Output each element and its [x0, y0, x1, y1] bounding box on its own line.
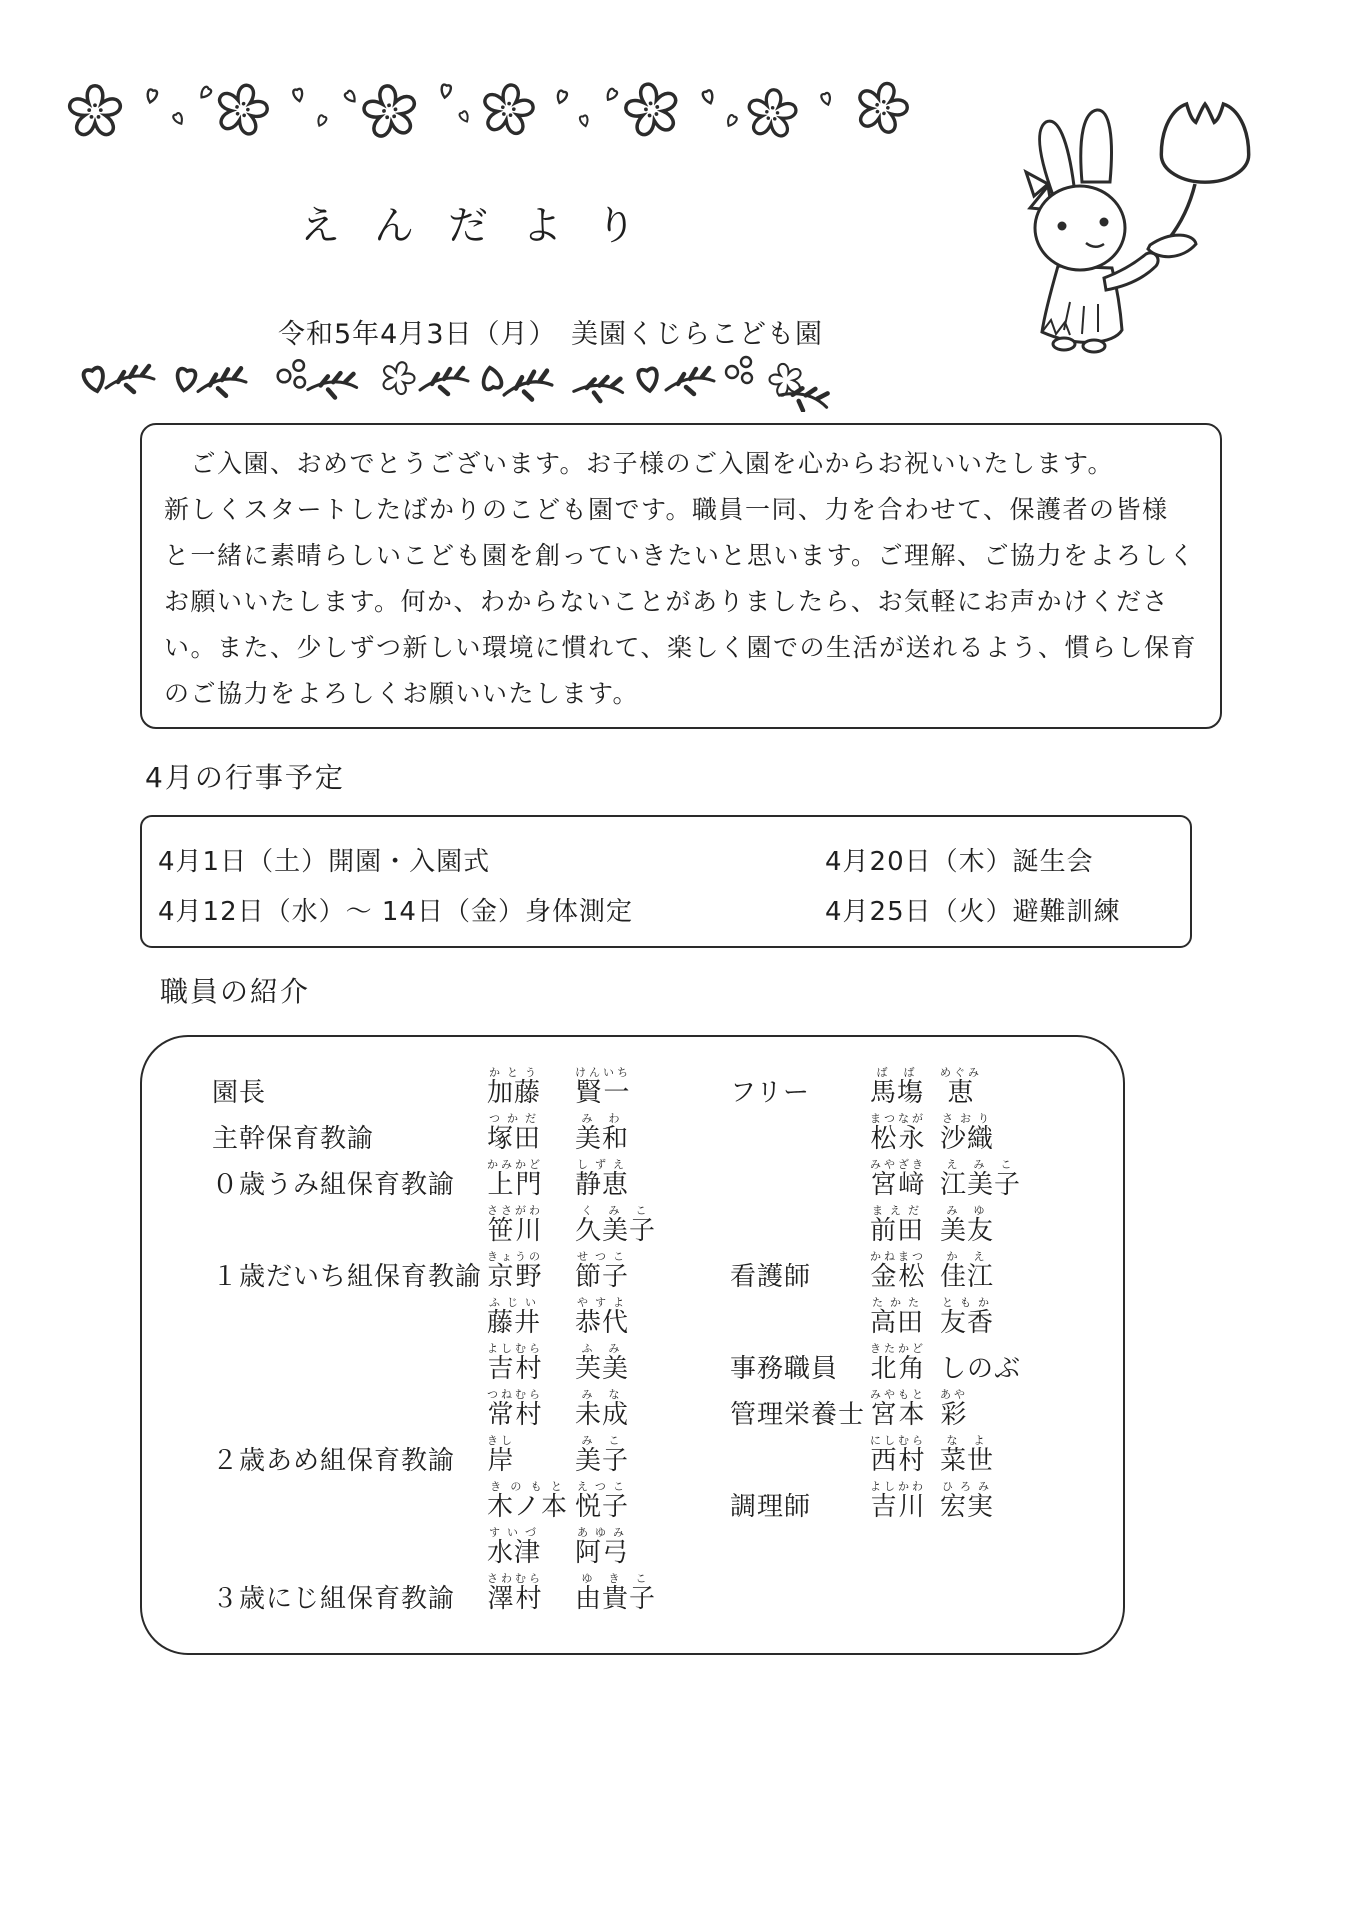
staff-row	[212, 1199, 1123, 1245]
staff-section-heading: 職員の紹介	[160, 975, 311, 1008]
staff-box	[140, 1035, 1125, 1655]
staff-name: しのぶ	[940, 1353, 1022, 1384]
staff-name: 由貴子ゆきこ	[575, 1571, 657, 1614]
staff-role: 事務職員	[730, 1353, 839, 1384]
page-title: えんだより	[300, 203, 670, 249]
staff-row	[212, 1291, 1123, 1337]
staff-name: 宮﨑みやざき	[870, 1157, 926, 1200]
staff-name: 芙美ふみ	[575, 1341, 630, 1384]
staff-row	[212, 1567, 1123, 1613]
staff-name: 西村にしむら	[870, 1433, 926, 1476]
staff-name: 松永まつなが	[870, 1111, 926, 1154]
staff-role: 調理師	[730, 1491, 812, 1522]
staff-name: 笹川ささがわ	[487, 1203, 543, 1246]
staff-table	[212, 1061, 1123, 1613]
staff-role: 主幹保育教諭	[212, 1123, 375, 1154]
staff-name: 悦子えつこ	[575, 1479, 630, 1522]
staff-name: 沙織さおり	[940, 1111, 995, 1154]
greeting-line: い。また、少しずつ新しい環境に慣れて、楽しく園での生活が送れるよう、慣らし保育	[164, 633, 1198, 662]
staff-row	[212, 1337, 1123, 1383]
staff-role: １歳だいち組保育教諭	[212, 1261, 483, 1292]
staff-name: 馬塲ばば	[870, 1065, 925, 1108]
staff-role: ３歳にじ組保育教諭	[212, 1583, 456, 1614]
staff-role: 管理栄養士	[730, 1399, 866, 1430]
staff-name: 佳江かえ	[940, 1249, 995, 1292]
staff-name: 前田まえだ	[870, 1203, 925, 1246]
greeting-line: ご入園、おめでとうございます。お子様のご入園を心からお祝いいたします。	[164, 449, 1115, 478]
staff-name: 澤村さわむら	[487, 1571, 543, 1614]
event-item: 4月20日（木）誕生会	[825, 847, 1094, 877]
staff-name: 上門かみかど	[487, 1157, 543, 1200]
staff-name: 久美子くみこ	[575, 1203, 657, 1246]
greeting-line: お願いいたします。何か、わからないことがありましたら、お気軽にお声かけくださ	[164, 587, 1170, 616]
events-box	[140, 815, 1192, 948]
staff-name: 彩あや	[940, 1387, 968, 1430]
floral-divider-decoration	[80, 350, 830, 412]
staff-row	[212, 1061, 1123, 1107]
staff-name: 塚田つかだ	[487, 1111, 542, 1154]
staff-name: 友香ともか	[940, 1295, 995, 1338]
greeting-line: と一緒に素晴らしいこども園を創っていきたいと思います。ご理解、ご協力をよろしく	[164, 541, 1196, 570]
event-item: 4月12日（水）～ 14日（金）身体測定	[158, 897, 633, 927]
staff-name: 美子みこ	[575, 1433, 630, 1476]
staff-name: 吉村よしむら	[487, 1341, 543, 1384]
staff-name: 菜世なよ	[940, 1433, 995, 1476]
staff-role: ２歳あめ組保育教諭	[212, 1445, 456, 1476]
staff-row	[212, 1245, 1123, 1291]
staff-row	[212, 1475, 1123, 1521]
staff-name: 賢一けんいち	[575, 1065, 631, 1108]
staff-name: 加藤かとう	[487, 1065, 542, 1108]
event-item: 4月1日（土）開園・入園式	[158, 847, 491, 877]
staff-name: 高田たかた	[870, 1295, 925, 1338]
staff-name: 節子せつこ	[575, 1249, 630, 1292]
staff-name: 京野きょうの	[487, 1249, 543, 1292]
staff-name: 北角きたかど	[870, 1341, 926, 1384]
staff-name: 常村つねむら	[487, 1387, 543, 1430]
staff-name: 水津すいづ	[487, 1525, 542, 1568]
greeting-line: 新しくスタートしたばかりのこども園です。職員一同、力を合わせて、保護者の皆様	[164, 495, 1169, 524]
staff-name: 恭代やすよ	[575, 1295, 630, 1338]
staff-name: 宮本みやもと	[870, 1387, 926, 1430]
event-item: 4月25日（火）避難訓練	[825, 897, 1121, 927]
staff-role: ０歳うみ組保育教諭	[212, 1169, 456, 1200]
staff-name: 吉川よしかわ	[870, 1479, 926, 1522]
staff-name: 阿弓あゆみ	[575, 1525, 630, 1568]
greeting-box	[140, 423, 1222, 729]
staff-name: 岸きし	[487, 1433, 515, 1476]
staff-row	[212, 1383, 1123, 1429]
staff-row	[212, 1429, 1123, 1475]
sakura-border-decoration	[60, 70, 925, 155]
staff-role: 看護師	[730, 1261, 812, 1292]
staff-role: 園長	[212, 1077, 267, 1108]
greeting-line: のご協力をよろしくお願いいたします。	[164, 679, 640, 708]
staff-name: 金松かねまつ	[870, 1249, 926, 1292]
greeting-text	[164, 441, 1200, 717]
staff-row	[212, 1107, 1123, 1153]
staff-name: 恵めぐみ	[940, 1065, 982, 1108]
staff-name: 未成みな	[575, 1387, 630, 1430]
staff-name: 藤井ふじい	[487, 1295, 542, 1338]
staff-row	[212, 1153, 1123, 1199]
staff-row	[212, 1521, 1123, 1567]
staff-role: フリー	[730, 1077, 810, 1108]
rabbit-tulip-illustration	[990, 80, 1280, 355]
staff-name: 美和みわ	[575, 1111, 630, 1154]
staff-name: 宏実ひろみ	[940, 1479, 995, 1522]
events-column-left	[158, 837, 633, 937]
staff-name: 静恵しずえ	[575, 1157, 630, 1200]
date-and-school-name: 令和5年4月3日（月） 美園くじらこども園	[278, 319, 824, 350]
events-column-right	[825, 837, 1121, 937]
staff-name: 木ノ本きのもと	[487, 1479, 569, 1522]
staff-name: 美友みゆ	[940, 1203, 995, 1246]
staff-name: 江美子えみこ	[940, 1157, 1022, 1200]
events-section-heading: 4月の行事予定	[145, 761, 345, 794]
